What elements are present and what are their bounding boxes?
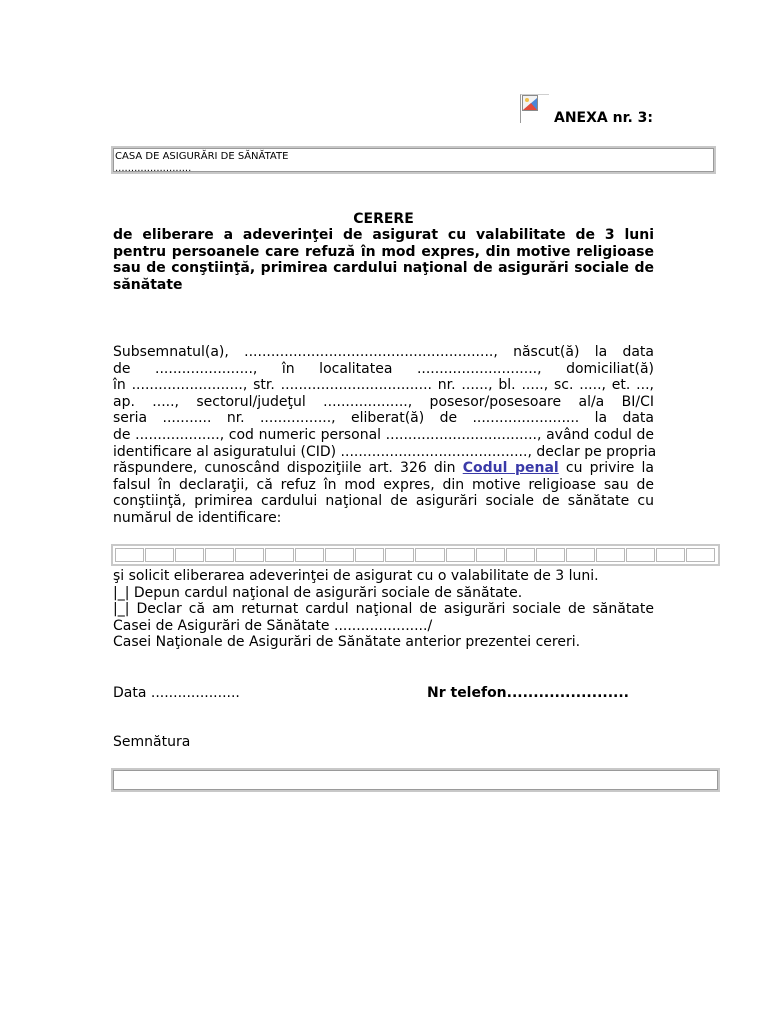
id-digit-cell[interactable] bbox=[385, 548, 414, 562]
body-line: de ......................, în localitatea ..........................., domiciliat(ă) bbox=[113, 360, 654, 377]
id-digit-cell[interactable] bbox=[115, 548, 144, 562]
body-line: Subsemnatul(a), ........................................................, născut(ă) la data bbox=[113, 344, 654, 360]
body-line-with-link bbox=[113, 460, 654, 477]
body-line: în ........................., str. .................................. nr. ......, bl. ....., sc. ....., et. ..., bbox=[113, 377, 654, 394]
penal-code-link[interactable]: Codul penal bbox=[462, 460, 559, 477]
broken-image-icon bbox=[520, 94, 549, 123]
id-digit-cell[interactable] bbox=[506, 548, 535, 562]
image-placeholder-icon bbox=[522, 95, 538, 111]
insurance-house-blank: ........................ bbox=[115, 163, 192, 174]
id-digit-cell[interactable] bbox=[566, 548, 595, 562]
date-field: Data .................... bbox=[113, 685, 240, 701]
id-digit-cell[interactable] bbox=[175, 548, 204, 562]
id-digit-cell[interactable] bbox=[325, 548, 354, 562]
body-line: identificare al asiguratului (CID) .........................................., declar pe propria bbox=[113, 443, 657, 460]
id-digit-cell[interactable] bbox=[596, 548, 625, 562]
request-options bbox=[113, 568, 654, 651]
id-digit-cell[interactable] bbox=[536, 548, 565, 562]
request-line: şi solicit eliberarea adeverinţei de asigurat cu o valabilitate de 3 luni. bbox=[113, 568, 599, 584]
id-digit-cell[interactable] bbox=[205, 548, 234, 562]
annex-label: ANEXA nr. 3: bbox=[554, 110, 654, 126]
id-digit-cell[interactable] bbox=[295, 548, 324, 562]
id-digit-cell[interactable] bbox=[686, 548, 715, 562]
option-returned-card: |_| Declar că am returnat cardul naţional de asigurări sociale de sănătate bbox=[113, 601, 654, 618]
body-line: falsul în declaraţii, că refuz în mod expres, din motive religioase sau de bbox=[113, 476, 654, 493]
document-title: CERERE bbox=[353, 211, 414, 227]
identification-number-grid bbox=[111, 544, 720, 566]
id-digit-cell[interactable] bbox=[235, 548, 264, 562]
phone-field: Nr telefon....................... bbox=[427, 685, 629, 701]
id-digit-cell[interactable] bbox=[355, 548, 384, 562]
signature-box bbox=[111, 768, 720, 792]
declaration-body bbox=[113, 344, 657, 527]
option-submit-card: |_| Depun cardul naţional de asigurări sociale de sănătate. bbox=[113, 584, 523, 601]
body-line: conştiinţă, primirea cardului naţional de asigurări sociale de sănătate cu bbox=[113, 493, 654, 510]
id-digit-cell[interactable] bbox=[476, 548, 505, 562]
id-digit-cell[interactable] bbox=[656, 548, 685, 562]
body-line: seria ........... nr. ................, eliberat(ă) de ........................ la data bbox=[113, 410, 654, 427]
id-digit-cell[interactable] bbox=[145, 548, 174, 562]
insurance-house-title: CASA DE ASIGURĂRI DE SĂNĂTATE bbox=[115, 151, 289, 162]
signature-label: Semnătura bbox=[113, 734, 191, 750]
id-digit-cell[interactable] bbox=[446, 548, 475, 562]
id-digit-cell[interactable] bbox=[626, 548, 655, 562]
id-digit-cell[interactable] bbox=[265, 548, 294, 562]
body-line: de ..................., cod numeric personal .................................., având codul de bbox=[113, 426, 654, 443]
body-text-fragment: cu privire la bbox=[558, 460, 654, 477]
option-returned-card-cont: Casei de Asigurări de Sănătate ...................../ bbox=[113, 617, 433, 634]
document-subtitle: de eliberare a adeverinţei de asigurat cu valabilitate de 3 luni pentru persoanele care refuză în mod expres, din motive religioase sau de conştiinţă, primirea cardului naţional de asigurări sociale de sănătate bbox=[113, 227, 654, 293]
option-returned-card-end: Casei Naţionale de Asigurări de Sănătate anterior prezentei cereri. bbox=[113, 634, 581, 651]
body-text-fragment: răspundere, cunoscând dispoziţiile art. 326 din bbox=[113, 460, 463, 477]
insurance-house-box bbox=[111, 146, 716, 174]
body-line: numărul de identificare: bbox=[113, 509, 282, 526]
body-line: ap. ....., sectorul/judeţul ..................., posesor/posesoare al/a BI/CI bbox=[113, 393, 654, 410]
id-digit-cell[interactable] bbox=[415, 548, 444, 562]
